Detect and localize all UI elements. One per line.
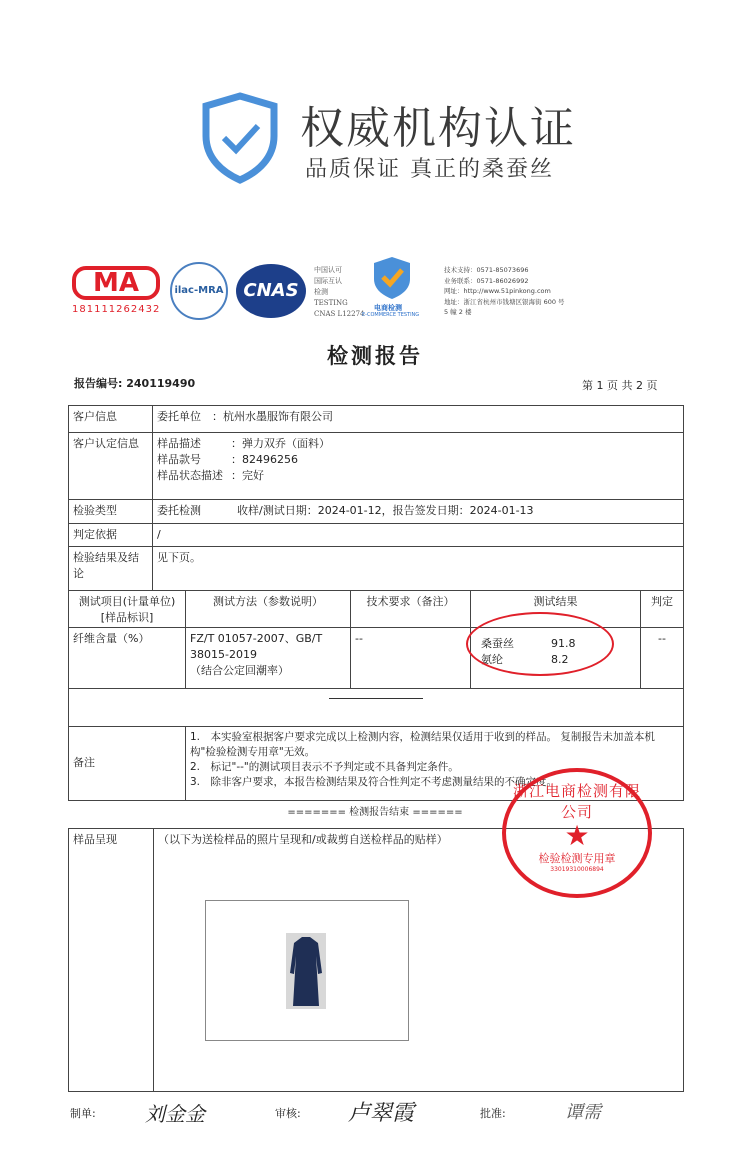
report-number: 报告编号: 240119490 bbox=[74, 377, 196, 390]
th-judgement: 判定 bbox=[640, 590, 684, 628]
th-result: 测试结果 bbox=[470, 590, 641, 628]
contact-info: 技术支持：0571-85073696 业务联系：0571-86026992 网址：http://www.51pinkong.com 地址：浙江省杭州市钱塘区银海街 600 号 5 幢 2 楼 bbox=[444, 266, 565, 316]
label-confirm: 客户认定信息 bbox=[68, 432, 153, 500]
header-title: 权威机构认证 bbox=[300, 103, 576, 154]
approve-label: 批准: bbox=[480, 1107, 506, 1120]
notes: 1. 本实验室根据客户要求完成以上检测内容，检测结果仅适用于收到的样品。 复制报告未加盖本机构"检验检测专用章"无效。 2. 标记"--"的测试项目表示不予判定或不具备判定条件。 3. 除非客户要求，本报告检测结果及符合性判定不考虑测量结果的不确定度。 bbox=[185, 726, 684, 801]
report-title: 检测报告 bbox=[327, 344, 423, 368]
basis-value: / bbox=[152, 523, 684, 547]
label-notes: 备注 bbox=[68, 726, 186, 801]
ilac-logo: ilac-MRA bbox=[170, 262, 228, 320]
label-sample: 样品呈现 bbox=[68, 828, 154, 1092]
cma-number: 181111262432 bbox=[72, 304, 161, 315]
header-subtitle: 品质保证 真正的桑蚕丝 bbox=[305, 157, 554, 182]
label-customer: 客户信息 bbox=[68, 405, 153, 433]
sample-photo bbox=[205, 900, 409, 1041]
th-method: 测试方法（参数说明） bbox=[185, 590, 351, 628]
label-conclusion: 检验结果及结论 bbox=[68, 546, 153, 591]
sample-info: 样品描述 ：弹力双乔（面料） 样品款号 ：82496256 样品状态描述 ：完好 bbox=[152, 432, 684, 500]
maker-signature: 刘金金 bbox=[145, 1102, 205, 1126]
review-label: 审核: bbox=[275, 1107, 301, 1120]
conclusion-value: 见下页。 bbox=[152, 546, 684, 591]
reviewer-signature: 卢翠霞 bbox=[348, 1101, 415, 1126]
result-highlight-circle bbox=[466, 612, 614, 676]
cma-logo: MA bbox=[72, 266, 160, 300]
ecom-en: E-COMMERCE TESTING bbox=[362, 312, 420, 318]
dress-image bbox=[286, 933, 326, 1009]
ecom-name: 电商检测 bbox=[374, 304, 402, 312]
label-basis: 判定依据 bbox=[68, 523, 153, 547]
blank-row bbox=[68, 688, 684, 727]
page-info: 第 1 页 共 2 页 bbox=[582, 379, 658, 392]
test-item: 纤维含量（%） bbox=[68, 627, 186, 689]
sample-area: （以下为送检样品的照片呈现和/或裁剪自送检样品的贴样） bbox=[153, 828, 684, 1092]
cnas-text: 中国认可 国际互认 检测 TESTING CNAS L12274 bbox=[314, 266, 365, 318]
test-judgement: -- bbox=[640, 627, 684, 689]
test-requirement: -- bbox=[350, 627, 471, 689]
test-results: 桑蚕丝 91.8 氨纶 8.2 bbox=[470, 627, 641, 689]
maker-label: 制单: bbox=[70, 1107, 96, 1120]
shield-check-icon bbox=[200, 92, 280, 184]
client-row: 委托单位 ：杭州水墨服饰有限公司 bbox=[152, 405, 684, 433]
report-end: ======= 检测报告结束 ====== bbox=[287, 807, 463, 818]
label-type: 检验类型 bbox=[68, 499, 153, 524]
cnas-logo: CNAS bbox=[236, 264, 306, 318]
test-method: FZ/T 01057-2007、GB/T 38015-2019 （结合公定回潮率） bbox=[185, 627, 351, 689]
th-item: 测试项目(计量单位)[样品标识] bbox=[68, 590, 186, 628]
official-stamp: 浙江电商检测有限公司 ★ 检验检测专用章 33019310006894 bbox=[502, 768, 652, 898]
type-row: 委托检测 收样/测试日期：2024-01-12，报告签发日期：2024-01-13 bbox=[152, 499, 684, 524]
approver-signature: 谭需 bbox=[565, 1102, 601, 1123]
ecommerce-shield-icon bbox=[372, 255, 412, 301]
th-requirement: 技术要求（备注） bbox=[350, 590, 471, 628]
